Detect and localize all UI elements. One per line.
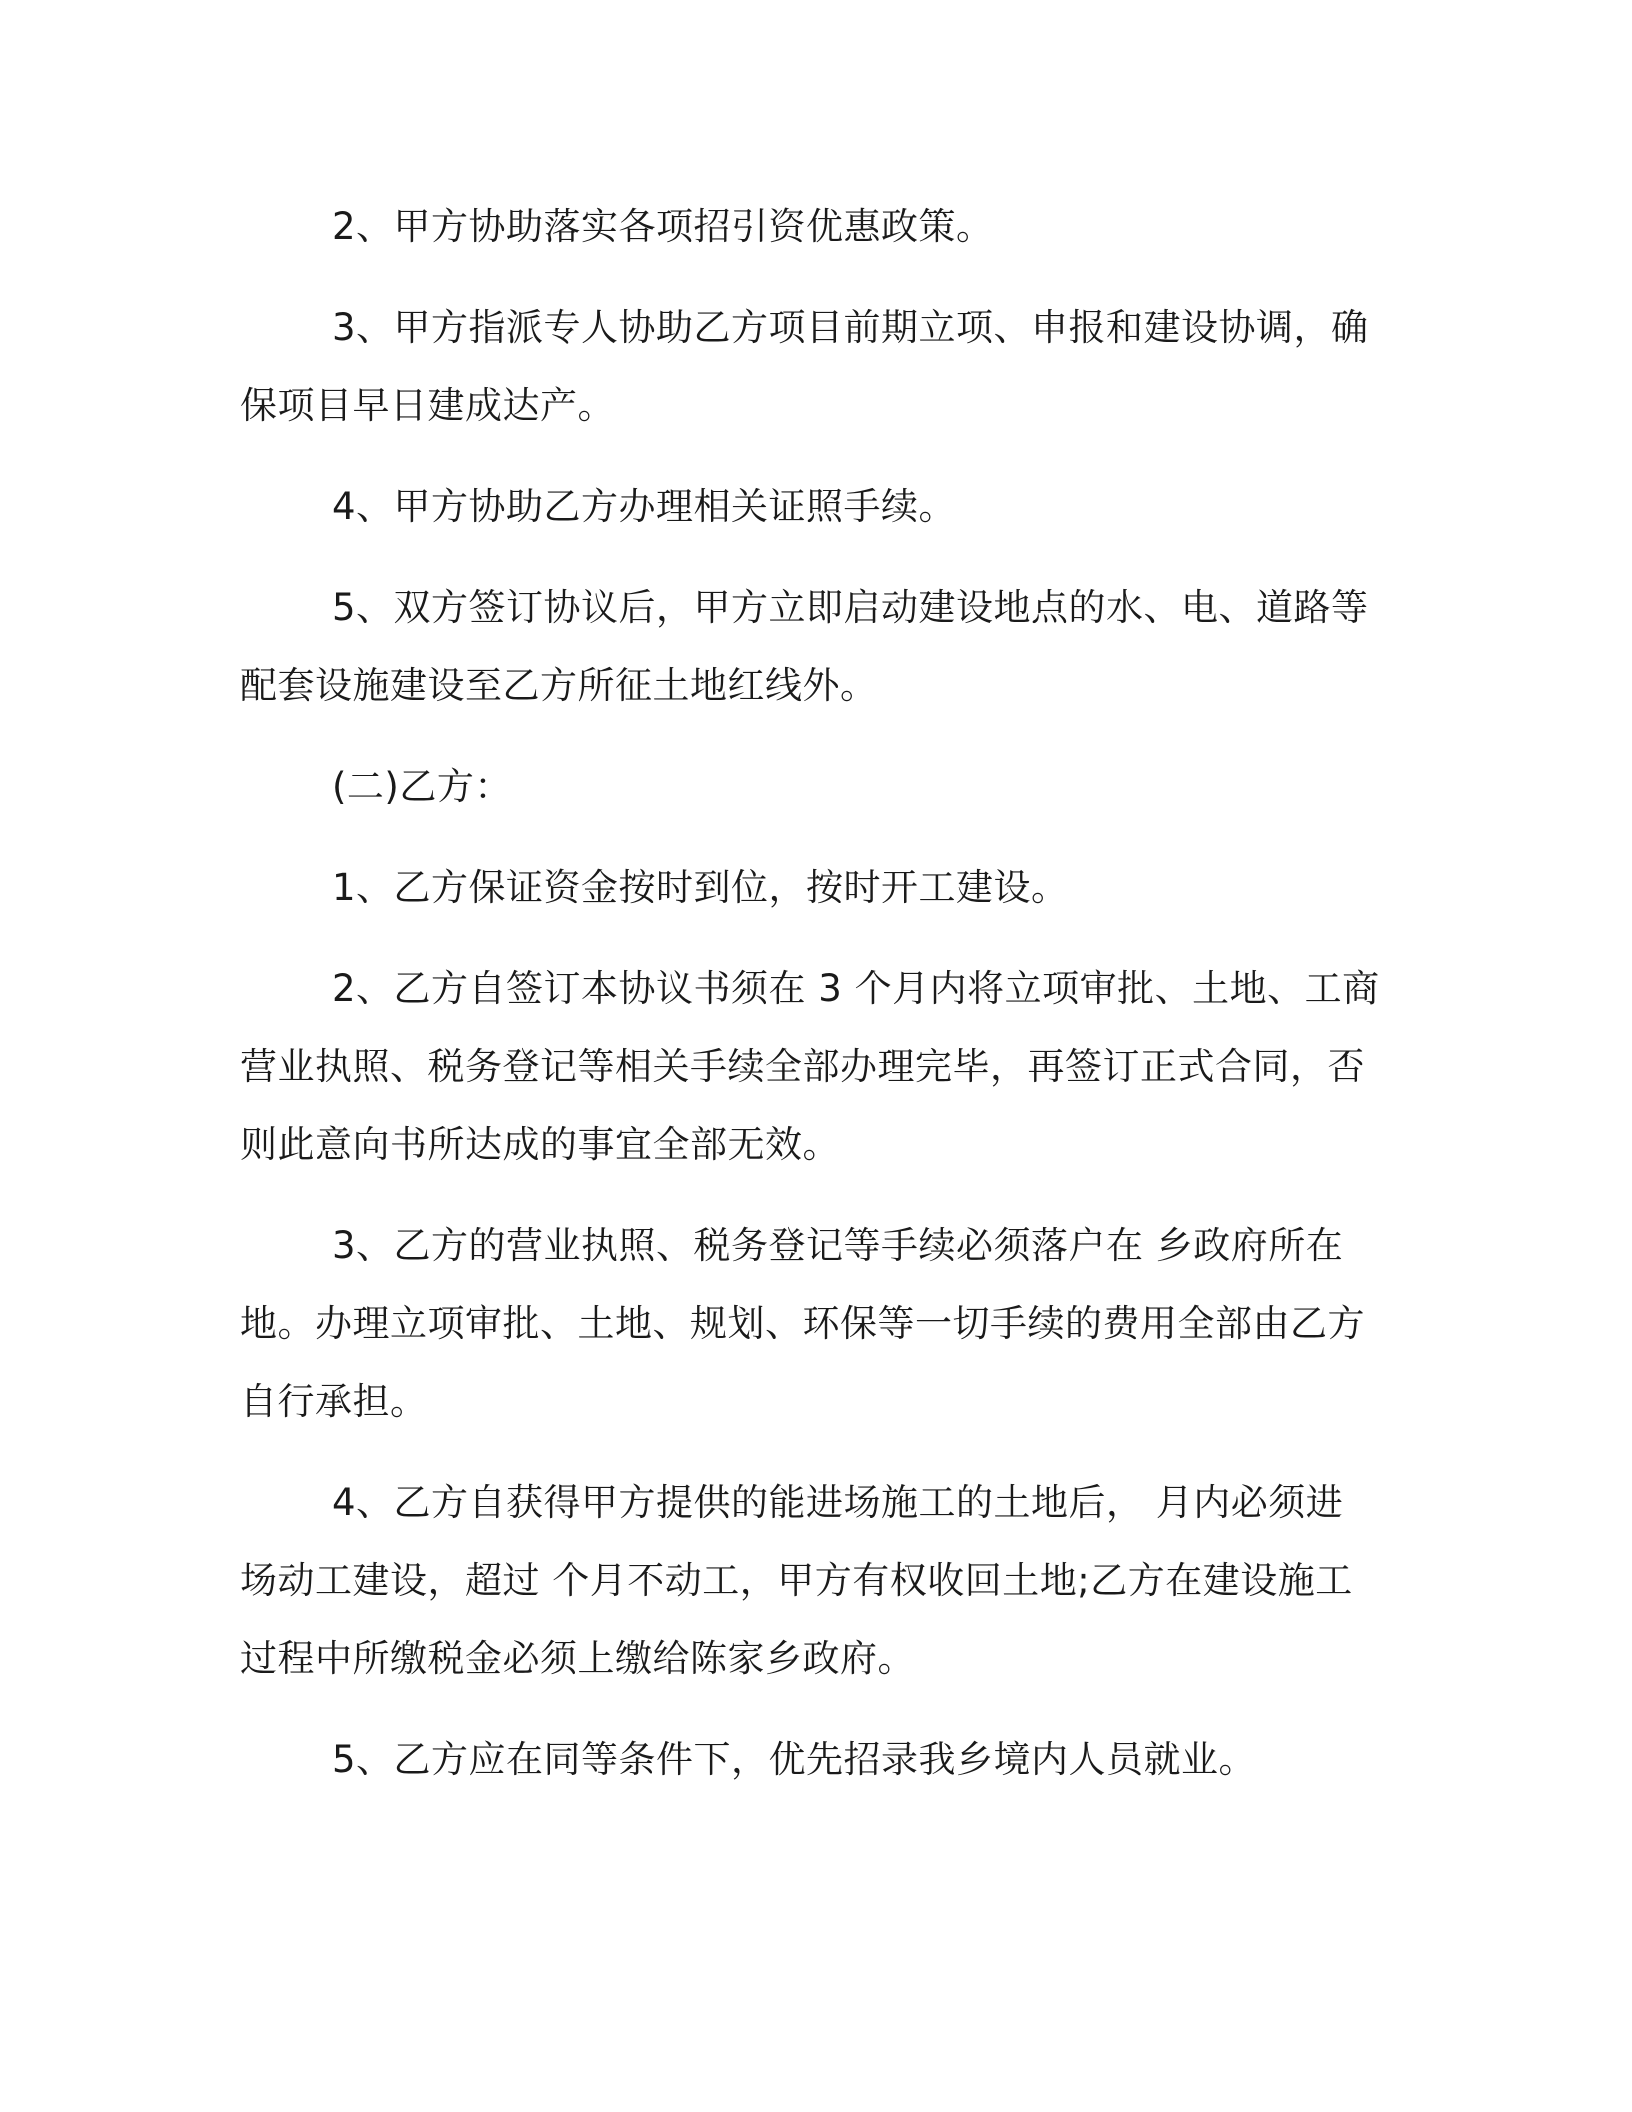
document-body	[240, 188, 1380, 1799]
paragraph-party-a-item-3: 3、甲方指派专人协助乙方项目前期立项、申报和建设协调，确保项目早日建成达产。	[240, 306, 1369, 427]
paragraph-party-b-item-1: 1、乙方保证资金按时到位，按时开工建设。	[332, 866, 1069, 909]
paragraph-party-b-item-2: 2、乙方自签订本协议书须在 3 个月内将立项审批、土地、工商营业执照、税务登记等相关手续全部办理完毕，再签订正式合同，否则此意向书所达成的事宜全部无效。	[240, 967, 1380, 1166]
paragraph-gap	[240, 725, 1380, 748]
paragraph-gap	[240, 1441, 1380, 1464]
paragraph-gap	[240, 546, 1380, 569]
paragraph-gap	[240, 1184, 1380, 1207]
paragraph-party-a-item-5: 5、双方签订协议后，甲方立即启动建设地点的水、电、道路等配套设施建设至乙方所征土地红线外。	[240, 586, 1369, 707]
paragraph-gap	[240, 927, 1380, 950]
paragraph-party-a-item-2: 2、甲方协助落实各项招引资优惠政策。	[332, 205, 994, 248]
paragraph-party-b-item-5: 5、乙方应在同等条件下，优先招录我乡境内人员就业。	[332, 1738, 1257, 1781]
paragraph-party-b-item-3: 3、乙方的营业执照、税务登记等手续必须落户在 乡政府所在地。办理立项审批、土地、规划、环保等一切手续的费用全部由乙方自行承担。	[240, 1224, 1365, 1423]
paragraph-gap	[240, 826, 1380, 849]
paragraph-gap	[240, 266, 1380, 289]
paragraph-gap	[240, 1698, 1380, 1721]
paragraph-party-b-item-4: 4、乙方自获得甲方提供的能进场施工的土地后， 月内必须进场动工建设，超过 个月不动工，甲方有权收回土地;乙方在建设施工过程中所缴税金必须上缴给陈家乡政府。	[240, 1481, 1353, 1680]
paragraph-party-a-item-4: 4、甲方协助乙方办理相关证照手续。	[332, 485, 957, 528]
section-heading-party-b: (二)乙方：	[332, 765, 512, 808]
paragraph-gap	[240, 445, 1380, 468]
